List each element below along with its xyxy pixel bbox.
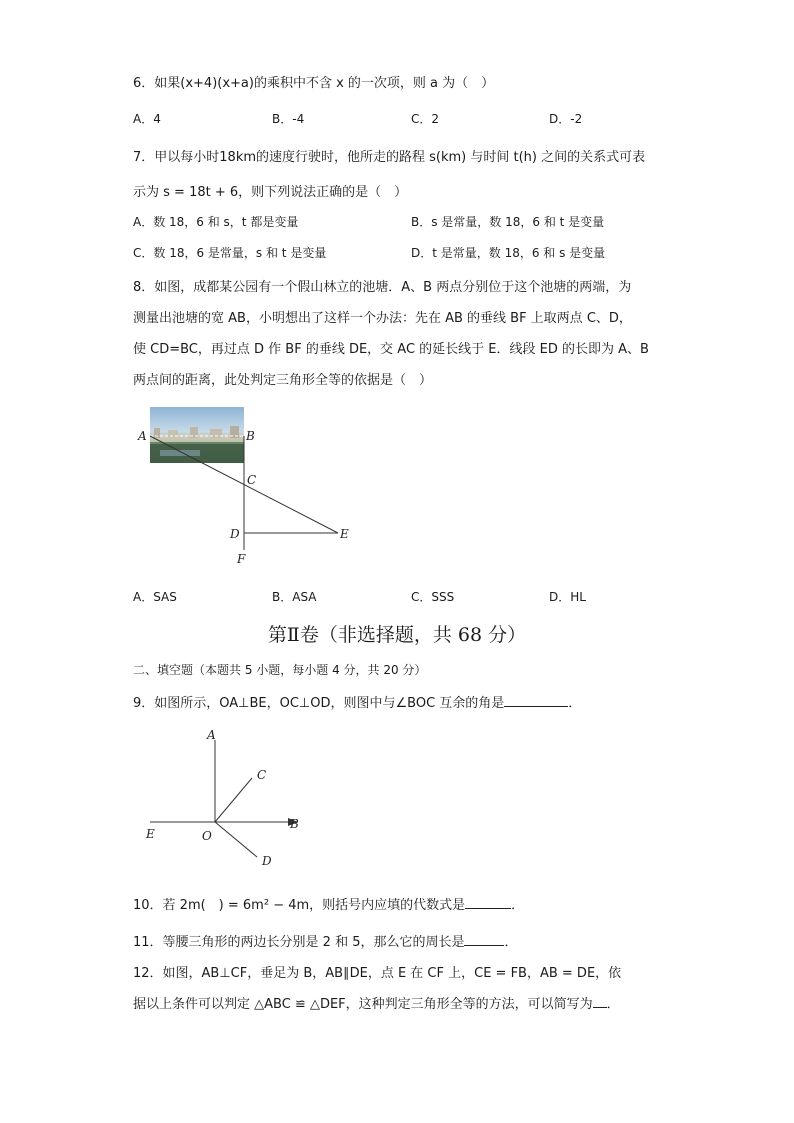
oc-ray bbox=[215, 778, 252, 822]
q10-stem: 10．若 2m( ) = 6m² − 4m，则括号内应填的代数式是 bbox=[133, 898, 466, 913]
q11-answer-blank[interactable] bbox=[464, 932, 504, 946]
q7-option-b[interactable]: B．s 是常量，数 18，6 和 t 是变量 bbox=[411, 215, 605, 229]
q6-option-a[interactable]: A．4 bbox=[133, 112, 161, 126]
q6-option-b[interactable]: B．-4 bbox=[272, 112, 305, 126]
od-ray bbox=[215, 822, 257, 857]
label-a: A bbox=[138, 429, 147, 443]
label-b: B bbox=[290, 817, 299, 831]
label-d: D bbox=[262, 854, 272, 868]
q8-option-a[interactable]: A．SAS bbox=[133, 590, 177, 604]
q12-line-1: 12．如图，AB⊥CF，垂足为 B，AB∥DE，点 E 在 CF 上，CE = FB，AB = DE，依 bbox=[133, 966, 622, 981]
label-d: D bbox=[230, 527, 240, 541]
q12-end: ． bbox=[606, 997, 620, 1012]
q8-option-d[interactable]: D．HL bbox=[549, 590, 586, 604]
label-c: C bbox=[247, 473, 257, 487]
q8-line-2: 测量出池塘的宽 AB，小明想出了这样一个办法：先在 AB 的垂线 BF 上取两点 C、D， bbox=[133, 311, 632, 326]
label-c: C bbox=[257, 768, 267, 782]
q10-answer-blank[interactable] bbox=[465, 895, 511, 909]
q8-pond-figure bbox=[130, 400, 370, 575]
q7-line-1: 7．甲以每小时18km的速度行驶时，他所走的路程 s(km) 与时间 t(h) 之间的关系式可表 bbox=[133, 150, 646, 165]
q8-line-3: 使 CD=BC，再过点 D 作 BF 的垂线 DE，交 AC 的延长线于 E．线段 ED 的长即为 A、B bbox=[133, 342, 649, 357]
q10-end: ． bbox=[511, 898, 525, 913]
pond-photo bbox=[150, 407, 244, 463]
q8-line-1: 8．如图，成都某公园有一个假山林立的池塘．A、B 两点分别位于这个池塘的两端，为 bbox=[133, 280, 632, 295]
q8-line-4: 两点间的距离，此处判定三角形全等的依据是（ ） bbox=[133, 373, 433, 388]
q12-answer-blank[interactable] bbox=[593, 994, 607, 1008]
q9-angle-figure bbox=[140, 722, 310, 872]
section-2-subtitle: 二、填空题（本题共 5 小题，每小题 4 分，共 20 分） bbox=[133, 663, 427, 677]
q10-line bbox=[133, 894, 524, 913]
label-e: E bbox=[340, 527, 349, 541]
q8-option-c[interactable]: C．SSS bbox=[411, 590, 455, 604]
q8-option-b[interactable]: B．ASA bbox=[272, 590, 317, 604]
q6-stem: 6．如果(x+4)(x+a)的乘积中不含 x 的一次项，则 a 为（ ） bbox=[133, 76, 495, 91]
q12-line-2 bbox=[133, 993, 620, 1012]
label-a: A bbox=[207, 728, 216, 742]
q6-option-c[interactable]: C．2 bbox=[411, 112, 440, 126]
label-f: F bbox=[237, 552, 246, 566]
q7-option-d[interactable]: D．t 是常量，数 18，6 和 s 是变量 bbox=[411, 246, 606, 260]
q11-line bbox=[133, 931, 518, 950]
q11-stem: 11．等腰三角形的两边长分别是 2 和 5，那么它的周长是 bbox=[133, 935, 465, 950]
q7-option-c[interactable]: C．数 18，6 是常量，s 和 t 是变量 bbox=[133, 246, 327, 260]
section-2-title: 第Ⅱ卷（非选择题，共 68 分） bbox=[267, 624, 527, 646]
q12-line-2-text: 据以上条件可以判定 △ABC ≌ △DEF，这种判定三角形全等的方法，可以简写为 bbox=[133, 997, 593, 1012]
q9-stem-line bbox=[133, 692, 581, 711]
q9-end: ． bbox=[568, 696, 582, 711]
q7-option-a[interactable]: A．数 18，6 和 s，t 都是变量 bbox=[133, 215, 299, 229]
q6-option-d[interactable]: D．-2 bbox=[549, 112, 583, 126]
q9-answer-blank[interactable] bbox=[504, 693, 568, 707]
q7-line-2: 示为 s = 18t + 6，则下列说法正确的是（ ） bbox=[133, 185, 408, 200]
q9-stem: 9．如图所示，OA⊥BE，OC⊥OD，则图中与∠BOC 互余的角是 bbox=[133, 696, 505, 711]
label-b: B bbox=[246, 429, 255, 443]
q11-end: ． bbox=[504, 935, 518, 950]
label-e: E bbox=[146, 827, 155, 841]
label-o: O bbox=[202, 829, 212, 843]
